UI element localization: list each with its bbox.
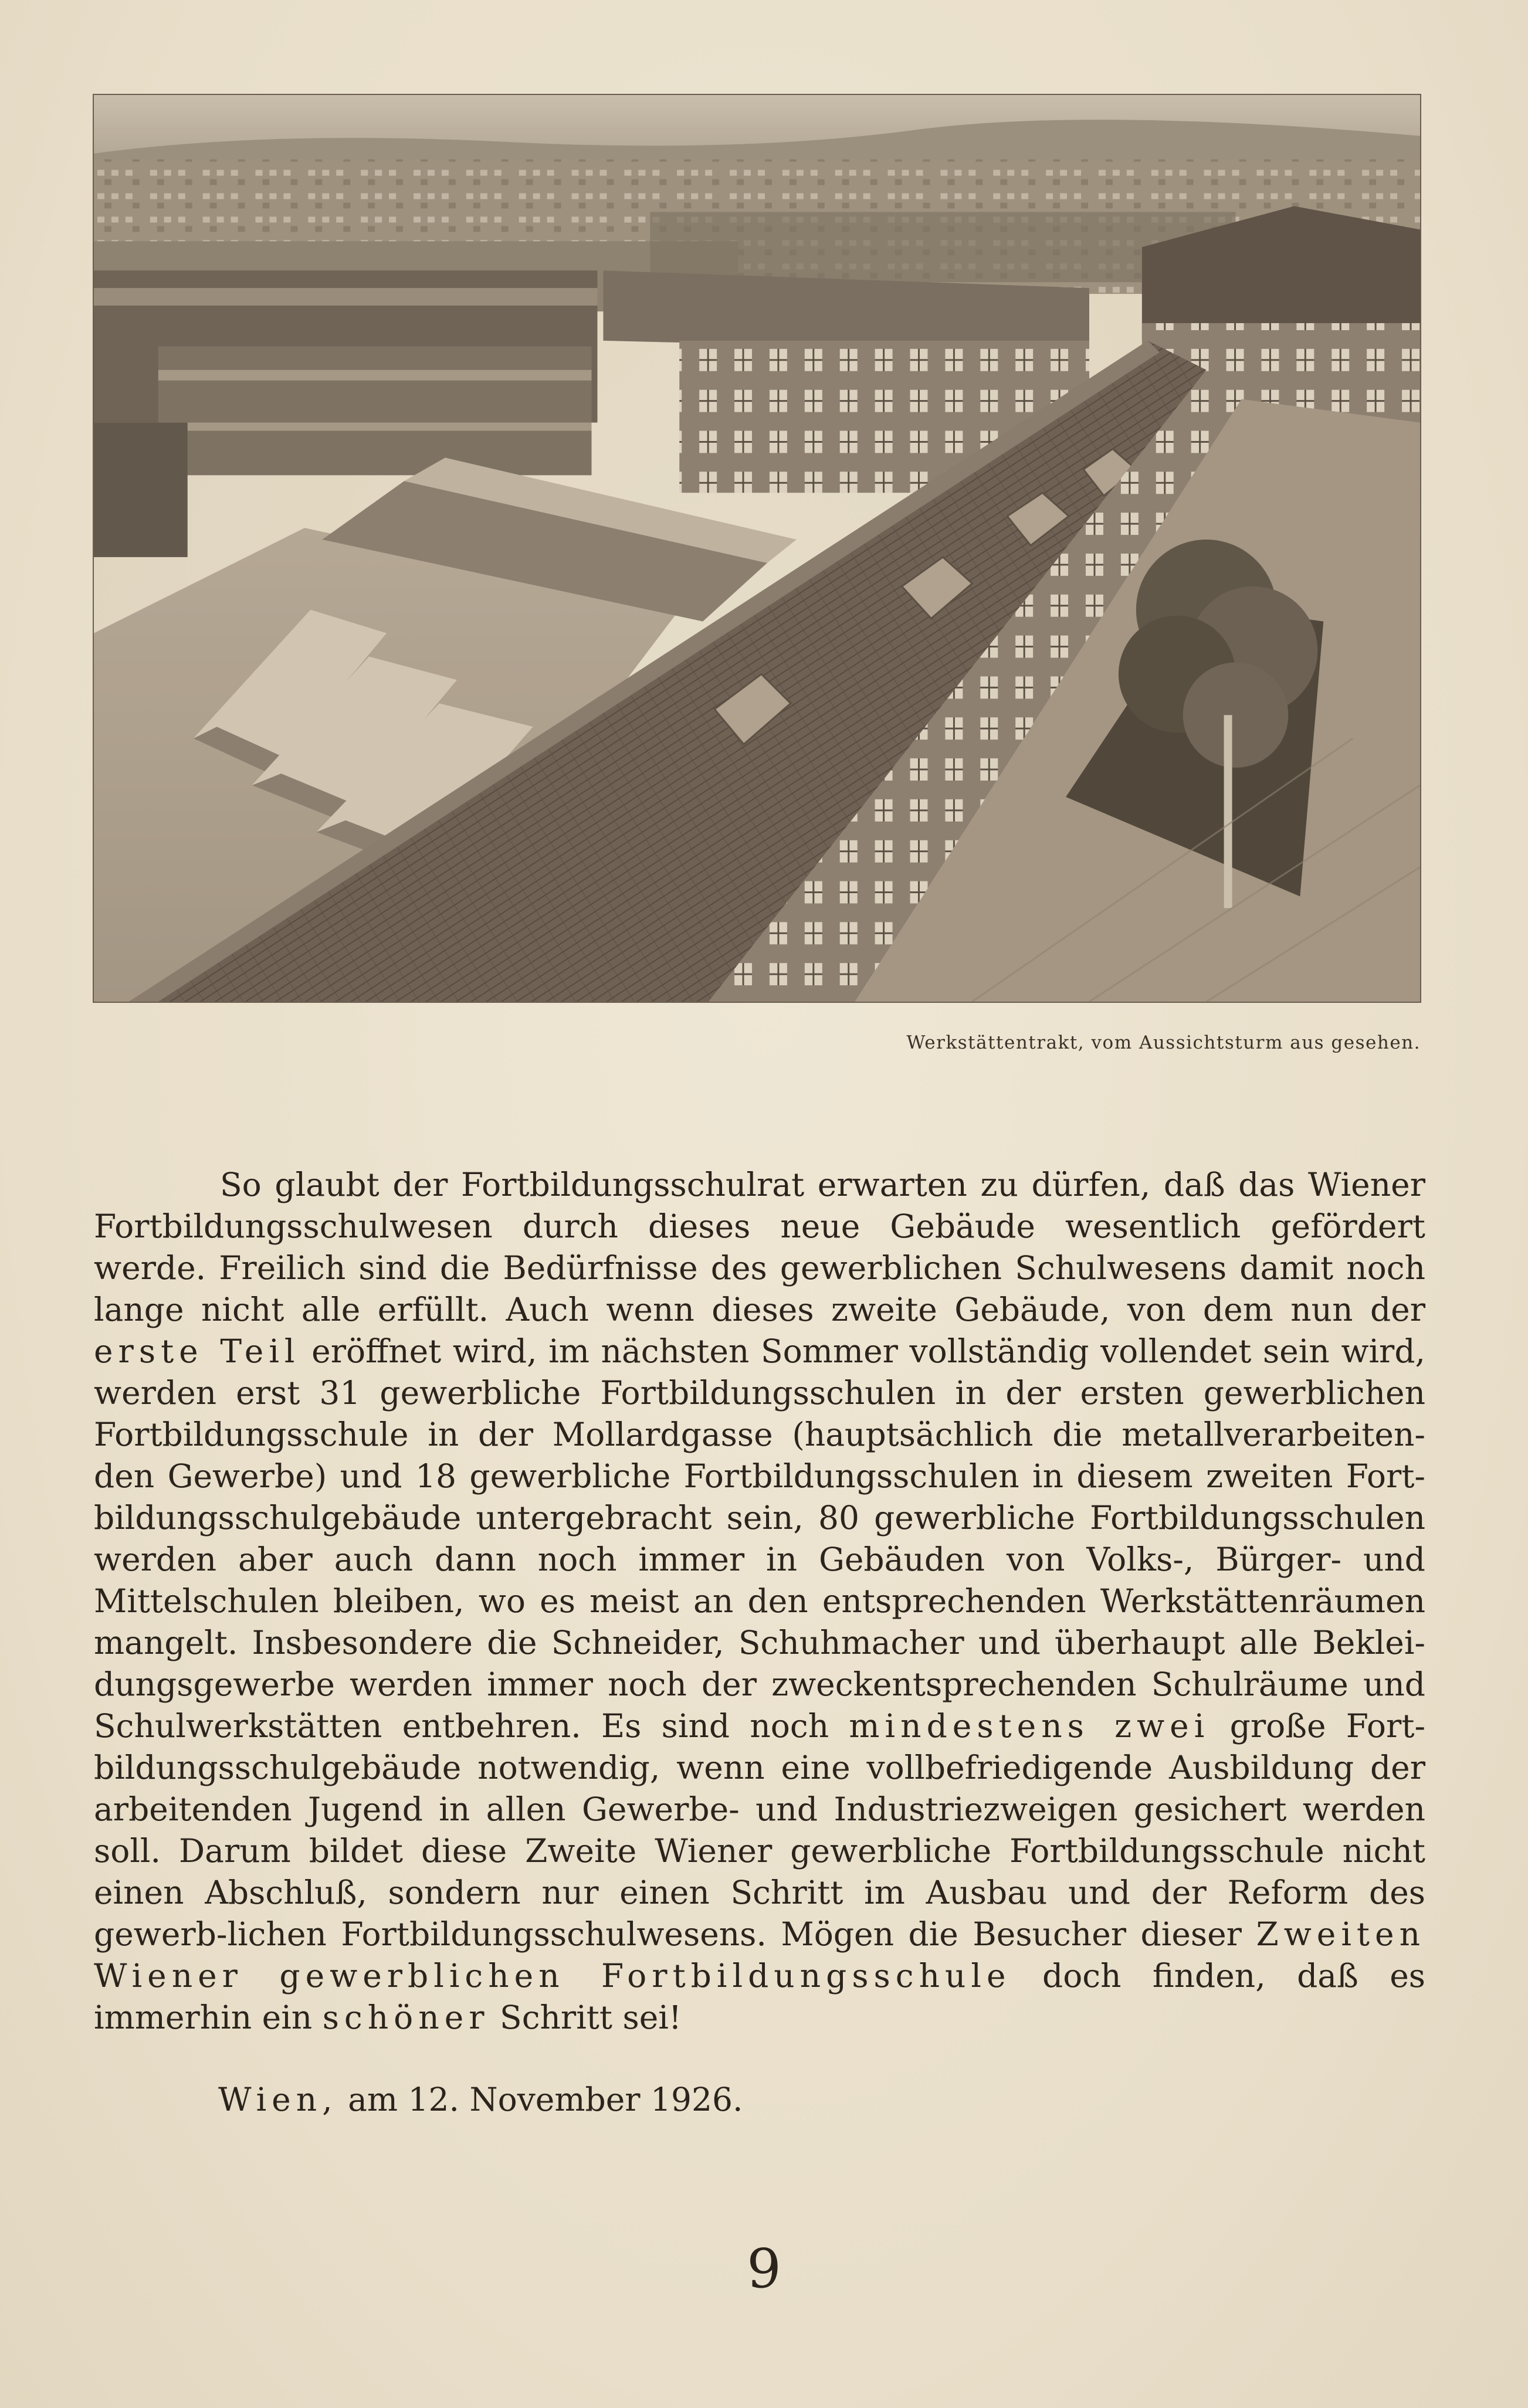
page-number: 9: [747, 2237, 781, 2300]
paragraph-part-4: doch finden, daß es immerhin ein: [94, 1957, 1425, 2036]
paragraph-part-3: große Fort-bildungsschulgebäude notwendig, wenn eine vollbefriedigende Ausbildung der arbeitenden Jugend in allen Gewerbe- und Industriezweigen gesichert werden soll. Darum bildet diese Zweite Wiener gewerbliche Fortbildungsschule nicht einen Abschluß, sondern nur einen Schritt im Ausbau und der Reform des gewerb-lichen Fortbildungsschulwesens. Mögen die Besucher dieser: [94, 1707, 1426, 1953]
emphasis-schoener: schöner: [322, 1999, 490, 2036]
dateline-place: Wien,: [218, 2081, 338, 2118]
emphasis-mindestens-zwei: mindestens zwei: [849, 1707, 1210, 1745]
paragraph-part-5: Schritt sei!: [500, 1999, 682, 2036]
body-paragraph: [94, 1164, 1425, 2039]
paragraph-part-2: eröffnet wird, im nächsten Sommer vollständig vollendet sein wird, werden erst 31 gewerbliche Fortbildungsschulen in der ersten gewerblichen Fortbildungsschule in der Mollardgasse (hauptsächlich die metallverarbeiten-den Gewerbe) und 18 gewerbliche Fortbildungsschulen in diesem zweiten Fort-bildungsschulgebäude untergebracht sein, 80 gewerbliche Fortbildungsschulen werden aber auch dann noch immer in Gebäuden von Volks-, Bürger- und Mittelschulen bleiben, wo es meist an den entsprechenden Werkstättenräumen mangelt. Insbesondere die Schneider, Schuhmacher und überhaupt alle Beklei-dungsgewerbe werden immer noch der zweckentsprechenden Schulräume und Schulwerkstätten entbehren. Es sind noch: [94, 1332, 1426, 1745]
workshop-wing-photograph: [93, 94, 1421, 1003]
paragraph-intro: So glaubt der Fortbildungsschulrat erwarten zu dürfen, daß das Wiener Fortbildungsschulwesen durch dieses neue Gebäude wesentlich gefördert werde. Freilich sind die Bedürfnisse des gewerblichen Schulwesens damit noch lange nicht alle erfüllt. Auch wenn dieses zweite Gebäude, von dem nun der: [94, 1166, 1425, 1328]
photo-caption: Werkstättentrakt, vom Aussichtsturm aus gesehen.: [906, 1032, 1421, 1053]
photo-illustration: [94, 95, 1420, 1002]
emphasis-erste-teil: erste Teil: [94, 1332, 300, 1370]
dateline-date: am 12. November 1926.: [348, 2081, 743, 2118]
emphasis-school-name: Zweiten Wiener gewerblichen Fortbildungsschule: [94, 1915, 1425, 1995]
dateline: [218, 2079, 743, 2121]
